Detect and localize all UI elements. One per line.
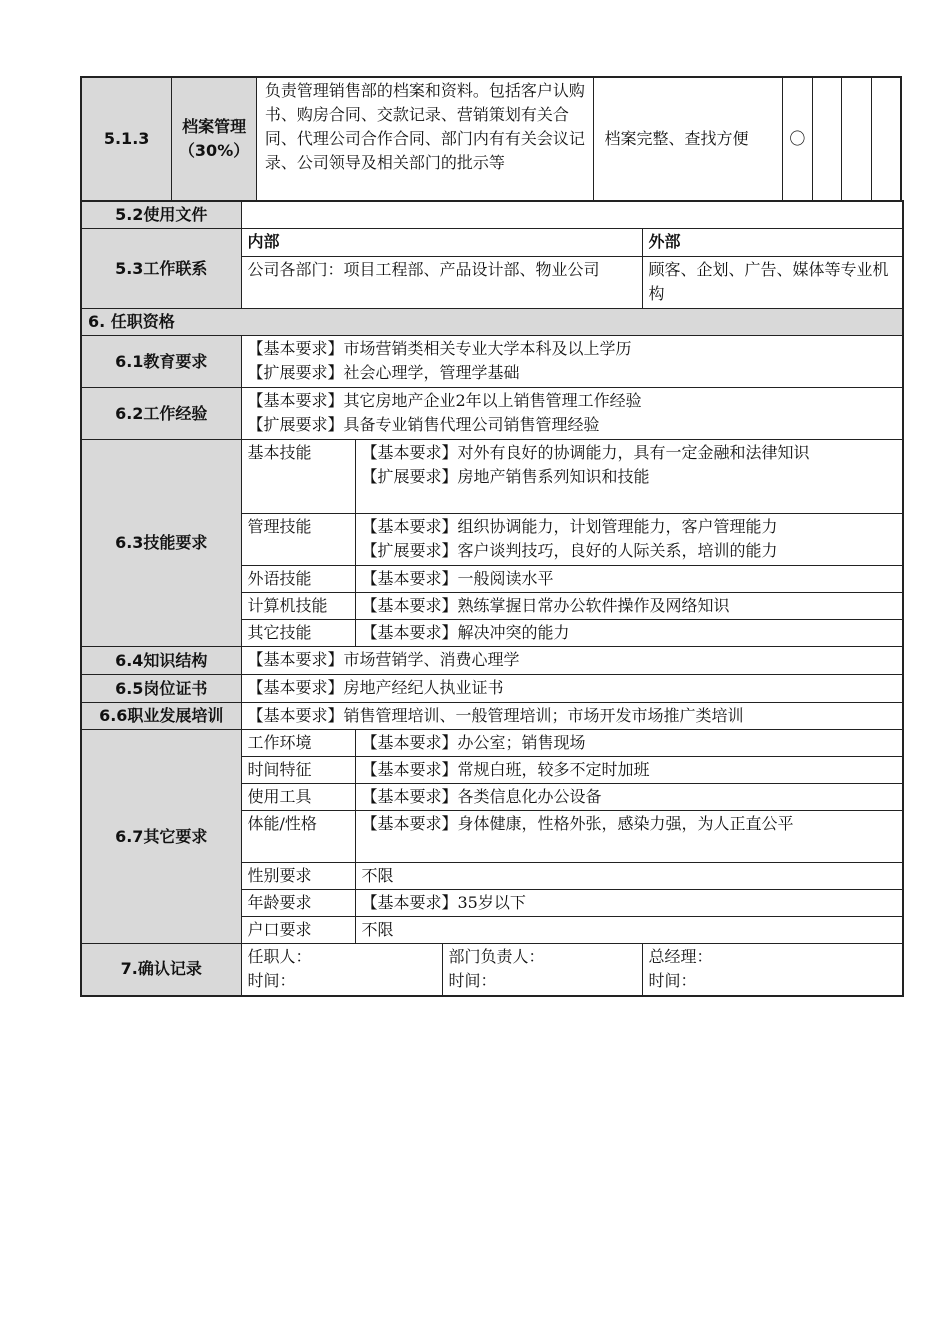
duty-weight: （30%） — [178, 141, 250, 160]
knowledge-value: 【基本要求】市场营销学、消费心理学 — [241, 647, 903, 675]
docs-label: 5.2使用文件 — [81, 201, 241, 229]
qualification-table — [80, 200, 904, 997]
skill-line: 【基本要求】对外有良好的协调能力，具有一定金融和法律知识 — [361, 443, 810, 462]
contacts-label: 5.3工作联系 — [81, 229, 241, 309]
confirm-row — [81, 944, 903, 996]
confirm-dept-time: 时间： — [448, 971, 497, 990]
qualification-header-row — [81, 309, 903, 336]
duty-empty-3 — [871, 77, 901, 201]
qualification-header: 6. 任职资格 — [81, 309, 903, 336]
contacts-external: 顾客、企划、广告、媒体等专业机构 — [642, 257, 903, 309]
education-label: 6.1教育要求 — [81, 336, 241, 388]
certificate-label: 6.5岗位证书 — [81, 675, 241, 703]
experience-value — [241, 388, 903, 440]
other-label: 6.7其它要求 — [81, 730, 241, 944]
confirm-dept-head: 部门负责人： — [448, 947, 545, 966]
contacts-external-header: 外部 — [642, 229, 903, 257]
other-name: 性别要求 — [241, 863, 355, 890]
duty-table — [80, 76, 902, 202]
skill-line: 【扩展要求】房地产销售系列知识和技能 — [361, 467, 650, 486]
other-name: 年龄要求 — [241, 890, 355, 917]
training-label: 6.6职业发展培训 — [81, 703, 241, 730]
confirm-holder: 任职人： — [247, 947, 312, 966]
confirm-holder-time: 时间： — [247, 971, 296, 990]
experience-line-2: 【扩展要求】具备专业销售代理公司销售管理经验 — [247, 415, 600, 434]
other-name: 时间特征 — [241, 757, 355, 784]
duty-empty-1 — [812, 77, 842, 201]
duty-empty-2 — [842, 77, 872, 201]
duty-row-513 — [81, 77, 901, 201]
experience-label: 6.2工作经验 — [81, 388, 241, 440]
other-name: 工作环境 — [241, 730, 355, 757]
other-name: 使用工具 — [241, 784, 355, 811]
other-value: 【基本要求】办公室；销售现场 — [355, 730, 903, 757]
skill-name: 外语技能 — [241, 566, 355, 593]
skill-name: 管理技能 — [241, 514, 355, 566]
skill-value: 【基本要求】解决冲突的能力 — [355, 620, 903, 647]
education-value — [241, 336, 903, 388]
education-row — [81, 336, 903, 388]
skill-line: 【扩展要求】客户谈判技巧，良好的人际关系，培训的能力 — [361, 541, 778, 560]
skill-value — [355, 514, 903, 566]
skill-row-basic — [81, 440, 903, 514]
experience-line-1: 【基本要求】其它房地产企业2年以上销售管理工作经验 — [247, 391, 642, 410]
skills-label: 6.3技能要求 — [81, 440, 241, 647]
contacts-header-row — [81, 229, 903, 257]
education-line-1: 【基本要求】市场营销类相关专业大学本科及以上学历 — [247, 339, 632, 358]
job-description-sheet — [80, 76, 902, 997]
docs-row — [81, 201, 903, 229]
skill-name: 其它技能 — [241, 620, 355, 647]
duty-title: 档案管理 — [182, 117, 247, 136]
other-value: 【基本要求】常规白班，较多不定时加班 — [355, 757, 903, 784]
skill-name: 基本技能 — [241, 440, 355, 514]
education-line-2: 【扩展要求】社会心理学，管理学基础 — [247, 363, 520, 382]
other-value: 【基本要求】身体健康，性格外张，感染力强，为人正直公平 — [355, 811, 903, 863]
knowledge-label: 6.4知识结构 — [81, 647, 241, 675]
skill-value — [355, 440, 903, 514]
skill-value: 【基本要求】熟练掌握日常办公软件操作及网络知识 — [355, 593, 903, 620]
other-value: 【基本要求】35岁以下 — [355, 890, 903, 917]
training-row — [81, 703, 903, 730]
skill-line: 【基本要求】组织协调能力，计划管理能力，客户管理能力 — [361, 517, 778, 536]
confirm-gm: 总经理： — [648, 947, 713, 966]
confirm-dept-cell — [442, 944, 642, 996]
skill-name: 计算机技能 — [241, 593, 355, 620]
other-name: 户口要求 — [241, 917, 355, 944]
other-value: 【基本要求】各类信息化办公设备 — [355, 784, 903, 811]
contacts-internal: 公司各部门：项目工程部、产品设计部、物业公司 — [241, 257, 642, 309]
training-value: 【基本要求】销售管理培训、一般管理培训；市场开发市场推广类培训 — [241, 703, 903, 730]
docs-value — [241, 201, 903, 229]
confirm-holder-cell — [241, 944, 442, 996]
duty-description: 负责管理销售部的档案和资料。包括客户认购书、购房合同、交款记录、营销策划有关合同、代理公司合作合同、部门内有有关会议记录、公司领导及相关部门的批示等 — [256, 77, 594, 201]
certificate-row — [81, 675, 903, 703]
knowledge-row — [81, 647, 903, 675]
confirm-label: 7.确认记录 — [81, 944, 241, 996]
duty-title-cell — [172, 77, 257, 201]
duty-mark: 〇 — [783, 77, 813, 201]
skill-value: 【基本要求】一般阅读水平 — [355, 566, 903, 593]
other-row — [81, 730, 903, 757]
other-name: 体能/性格 — [241, 811, 355, 863]
certificate-value: 【基本要求】房地产经纪人执业证书 — [241, 675, 903, 703]
confirm-gm-time: 时间： — [648, 971, 697, 990]
duty-number: 5.1.3 — [81, 77, 172, 201]
confirm-gm-cell — [642, 944, 903, 996]
contacts-internal-header: 内部 — [241, 229, 642, 257]
other-value: 不限 — [355, 863, 903, 890]
duty-standard: 档案完整、查找方便 — [594, 77, 783, 201]
other-value: 不限 — [355, 917, 903, 944]
experience-row — [81, 388, 903, 440]
